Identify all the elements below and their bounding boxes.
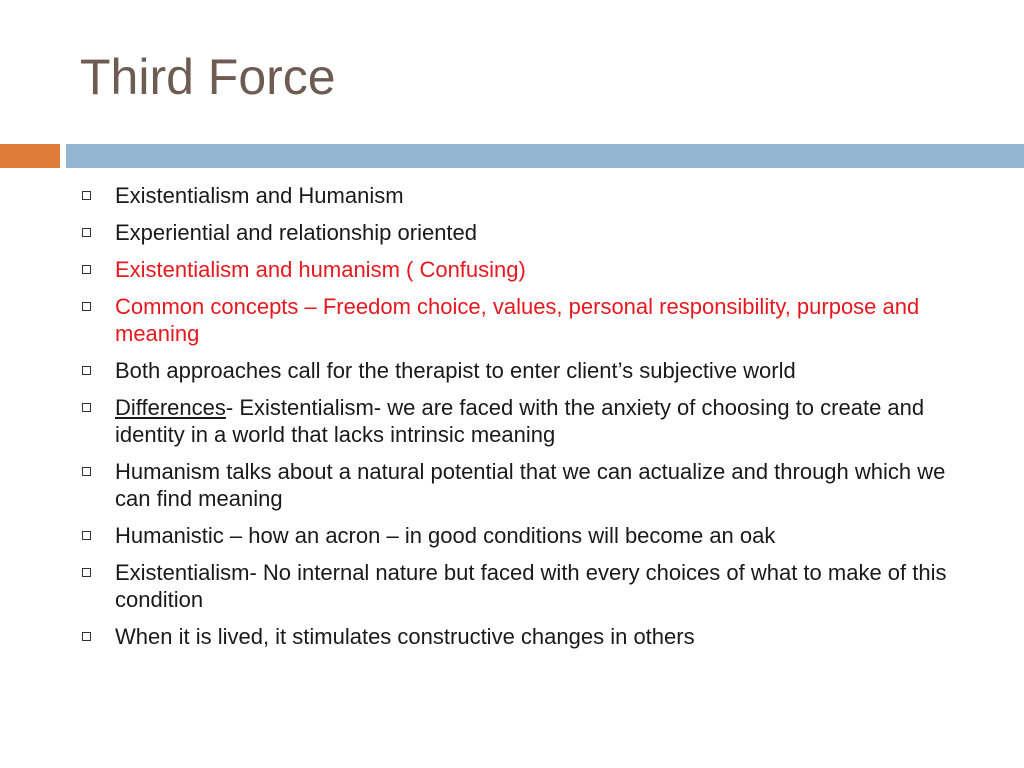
bullet-item	[80, 522, 960, 549]
bullet-item	[80, 559, 960, 613]
bullet-text: - Existentialism- we are faced with the anxiety of choosing to create and identity in a world that lacks intrinsic meaning	[115, 395, 925, 447]
bullet-list	[80, 182, 960, 660]
square-outline-bullet-icon	[82, 366, 91, 375]
bullet-text: Existentialism and Humanism	[115, 183, 404, 208]
bullet-item	[80, 458, 960, 512]
slide-title: Third Force	[80, 49, 336, 105]
bullet-item	[80, 256, 960, 283]
square-outline-bullet-icon	[82, 632, 91, 641]
square-outline-bullet-icon	[82, 265, 91, 274]
bullet-item	[80, 219, 960, 246]
square-outline-bullet-icon	[82, 467, 91, 476]
header-bar	[66, 144, 1024, 168]
square-outline-bullet-icon	[82, 302, 91, 311]
bullet-text: Humanistic – how an acron – in good conditions will become an oak	[115, 523, 776, 548]
bullet-text: Experiential and relationship oriented	[115, 220, 478, 245]
bullet-text: Both approaches call for the therapist to enter client’s subjective world	[115, 358, 796, 383]
square-outline-bullet-icon	[82, 531, 91, 540]
square-outline-bullet-icon	[82, 568, 91, 577]
bullet-item	[80, 394, 960, 448]
bullet-text: Common concepts – Freedom choice, values, personal responsibility, purpose and meaning	[115, 294, 920, 346]
square-outline-bullet-icon	[82, 228, 91, 237]
bullet-text: Existentialism- No internal nature but faced with every choices of what to make of this condition	[115, 560, 947, 612]
bullet-item	[80, 182, 960, 209]
bullet-item	[80, 623, 960, 650]
bullet-text: Humanism talks about a natural potential that we can actualize and through which we can find meaning	[115, 459, 946, 511]
bullet-item	[80, 293, 960, 347]
differences-term: Differences	[115, 395, 226, 420]
bullet-item	[80, 357, 960, 384]
bullet-text: When it is lived, it stimulates constructive changes in others	[115, 624, 695, 649]
bullet-text: Existentialism and humanism ( Confusing)	[115, 257, 526, 282]
square-outline-bullet-icon	[82, 191, 91, 200]
accent-bar	[0, 144, 60, 168]
square-outline-bullet-icon	[82, 403, 91, 412]
